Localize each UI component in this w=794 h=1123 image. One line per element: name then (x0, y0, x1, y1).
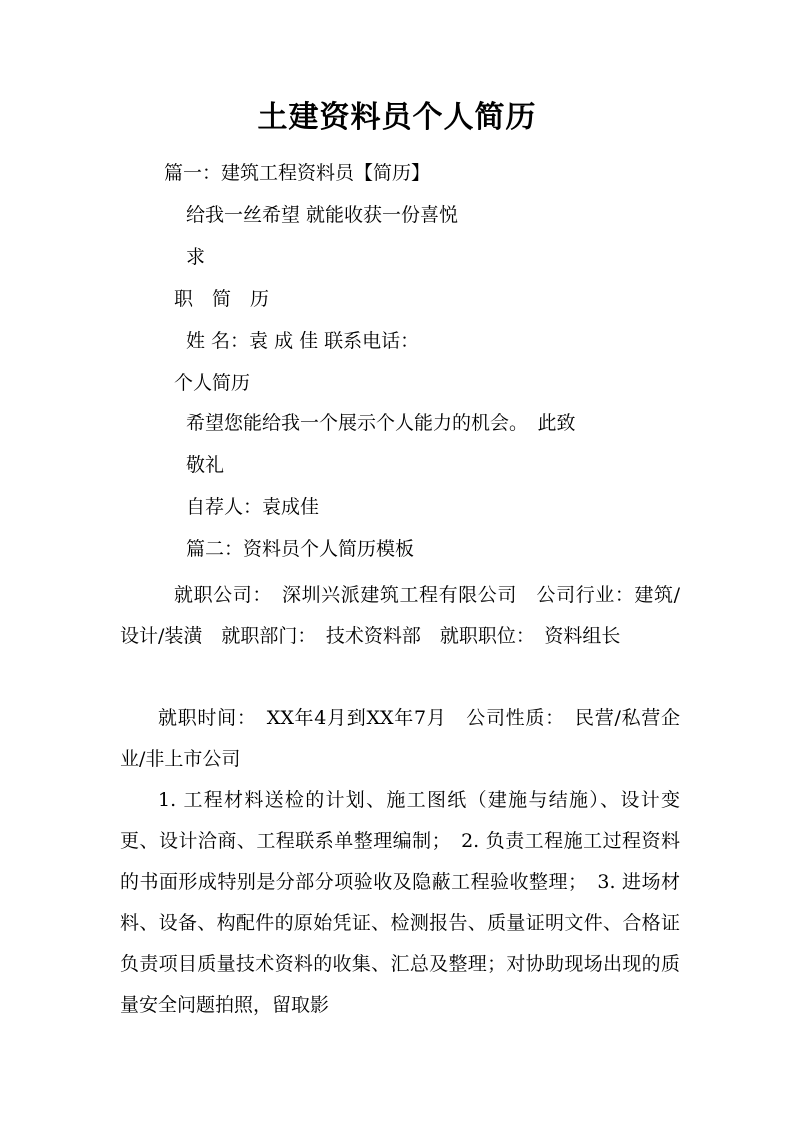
qiu-line: 求 (186, 246, 206, 268)
hope-line: 希望您能给我一个展示个人能力的机会。 此致 (186, 412, 576, 434)
part2-heading: 篇二：资料员个人简历模板 (186, 538, 415, 560)
personal-resume-line: 个人简历 (174, 372, 251, 394)
part1-heading: 篇一：建筑工程资料员【简历】 (164, 162, 431, 184)
name-phone-line: 姓 名：袁 成 佳 联系电话： (186, 330, 420, 352)
jingli-line: 敬礼 (186, 454, 225, 476)
period-paragraph: 就职时间： XX年4月到XX年7月 公司性质： 民营/私营企业/非上市公司 (120, 707, 680, 770)
duties-paragraph: 1. 工程材料送检的计划、施工图纸（建施与结施）、设计变更、设计洽商、工程联系单整理编制； 2. 负责工程施工过程资料的书面形成特别是分部分项验收及隐蔽工程验收整理； 3. 进场材料、设备、构配件的原始凭证、检测报告、质量证明文件、合格证 负责项目质量技术资料的收集、汇总及整理；对协助现场出现的质量安全问题拍照，留取影 (120, 789, 680, 1016)
recommender-line: 自荐人：袁成佳 (186, 496, 320, 518)
job-resume-line: 职 简 历 (174, 288, 270, 310)
company-paragraph: 就职公司： 深圳兴派建筑工程有限公司 公司行业：建筑/设计/装潢 就职部门： 技术资料部 就职职位： 资料组长 (120, 584, 680, 647)
slogan-line: 给我一丝希望 就能收获一份喜悦 (186, 204, 459, 226)
document-title: 土建资料员个人简历 (257, 100, 537, 135)
